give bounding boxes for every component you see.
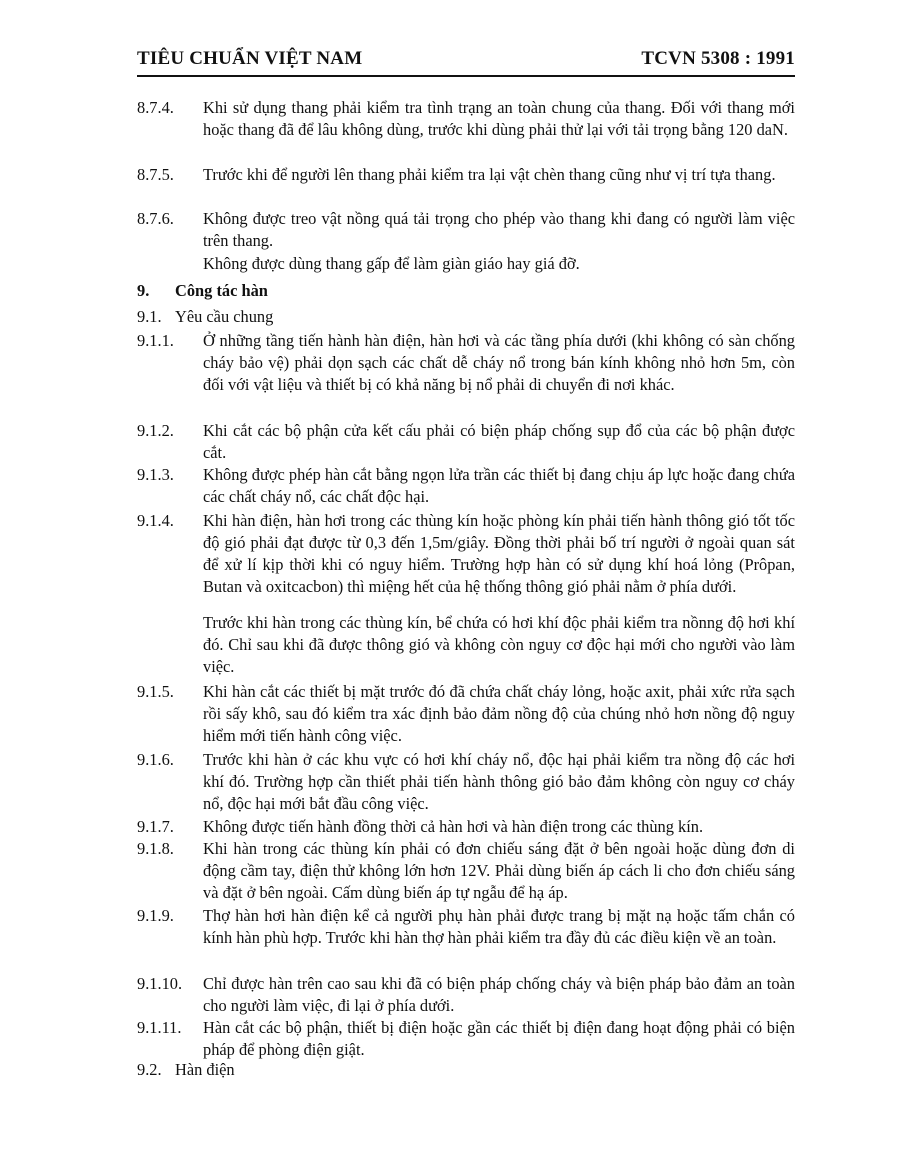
section-title: Công tác hàn [175,281,268,300]
clause-text: Chỉ được hàn trên cao sau khi đã có biện pháp chống cháy và biện pháp bảo đảm an toàn cho người làm việc, đi lại ở phía dưới. [203,974,795,1015]
clause-text: Hàn cắt các bộ phận, thiết bị điện hoặc gần các thiết bị điện đang hoạt động phải có biện pháp để phòng điện giật. [203,1018,795,1059]
clause-text: Khi sử dụng thang phải kiểm tra tình trạng an toàn chung của thang. Đối với thang mới hoặc thang đã để lâu không dùng, trước khi dùng phải thử lại với tải trọng bằng 120 daN. [203,98,795,139]
page-header [137,48,795,70]
header-standard-code: TCVN 5308 : 1991 [641,48,795,69]
clause-number: 9.1.10. [137,974,183,993]
clause-number: 9.1.11. [137,1018,182,1037]
clause-text: Ở những tầng tiến hành hàn điện, hàn hơi và các tầng phía dưới (khi không có sàn chống cháy bảo vệ) phải dọn sạch các chất dễ cháy nổ trong bán kính không nhỏ hơn 5m, còn đối với vật liệu và thiết bị có khả năng bị nổ phải di chuyển đi nơi khác. [203,331,795,394]
clause-text: Khi cắt các bộ phận cửa kết cấu phải có biện pháp chống sụp đổ của các bộ phận được cắt. [203,421,795,462]
clause-text: Trước khi hàn trong các thùng kín, bể chứa có hơi khí độc phải kiểm tra nồnng độ hơi khí đó. Chỉ sau khi đã được thông gió và không còn nguy cơ độc hại mới cho người vào làm việc. [203,613,795,676]
clause-text: Khi hàn điện, hàn hơi trong các thùng kín hoặc phòng kín phải tiến hành thông gió tốt tốc độ gió phải đạt được từ 0,3 đến 1,5m/giây. Đồng thời phải bố trí người ở ngoài quan sát để xử lí kịp thời khi có nguy hiểm. Trường hợp hàn có sử dụng khí hoá lỏng (Prôpan, Butan và oxitcacbon) thì miệng hết của hệ thống thông gió phải nằm ở phía dưới. [203,511,795,596]
clause-text: Trước khi để người lên thang phải kiểm tra lại vật chèn thang cũng như vị trí tựa thang. [203,165,776,184]
section-number: 9.2. [137,1060,162,1079]
header-rule [137,75,795,77]
clause-number: 9.1.3. [137,465,174,484]
section-title: Yêu cầu chung [175,307,274,326]
clause-number: 9.1.6. [137,750,174,769]
clause-text: Thợ hàn hơi hàn điện kể cả người phụ hàn phải được trang bị mặt nạ hoặc tấm chắn có kính hàn phù hợp. Trước khi hàn thợ hàn phải kiểm tra đầy đủ các điều kiện về an toàn. [203,906,795,947]
clause-number: 8.7.6. [137,209,174,228]
clause-number: 8.7.4. [137,98,174,117]
clause-text: Không được phép hàn cắt bằng ngọn lửa trần các thiết bị đang chịu áp lực hoặc đang chứa các chất cháy nổ, các chất độc hại. [203,465,795,506]
header-standard-name: TIÊU CHUẨN VIỆT NAM [137,48,363,69]
clause-number: 9.1.4. [137,511,174,530]
section-title: Hàn điện [175,1060,235,1079]
clause-number: 9.1.7. [137,817,174,836]
clause-number: 9.1.2. [137,421,174,440]
clause-text: Không được treo vật nồng quá tải trọng cho phép vào thang khi đang có người làm việc trên thang. [203,209,795,250]
clause-number: 9.1.9. [137,906,174,925]
clause-text: Không được tiến hành đồng thời cả hàn hơi và hàn điện trong các thùng kín. [203,817,704,836]
section-number: 9.1. [137,307,162,326]
clause-text: Khi hàn trong các thùng kín phải có đơn chiếu sáng đặt ở bên ngoài hoặc dùng đơn di động cầm tay, điện thử không lớn hơn 12V. Phải dùng biến áp cách li cho đơn chiếu sáng và đặt ở bên ngoài. Cấm dùng biến áp tự ngẫu để hạ áp. [203,839,795,902]
clause-number: 9.1.5. [137,682,174,701]
clause-text: Không được dùng thang gấp để làm giàn giáo hay giá đỡ. [203,254,580,273]
clause-text: Khi hàn cắt các thiết bị mặt trước đó đã chứa chất cháy lỏng, hoặc axit, phải xức rửa sạch rồi sấy khô, sau đó kiểm tra xác định bảo đảm nồng độ của chúng nhỏ hơn nồng độ nguy hiểm mới tiến hành công việc. [203,682,795,745]
clause-number: 9.1.8. [137,839,174,858]
clause-text: Trước khi hàn ở các khu vực có hơi khí cháy nổ, độc hại phải kiểm tra nồng độ các hơi khí đó. Trường hợp cần thiết phải tiến hành thông gió bảo đảm không còn nguy cơ cháy nổ, độc hại mới bắt đầu công việc. [203,750,795,813]
section-number: 9. [137,281,150,300]
clause-number: 9.1.1. [137,331,174,350]
clause-number: 8.7.5. [137,165,174,184]
